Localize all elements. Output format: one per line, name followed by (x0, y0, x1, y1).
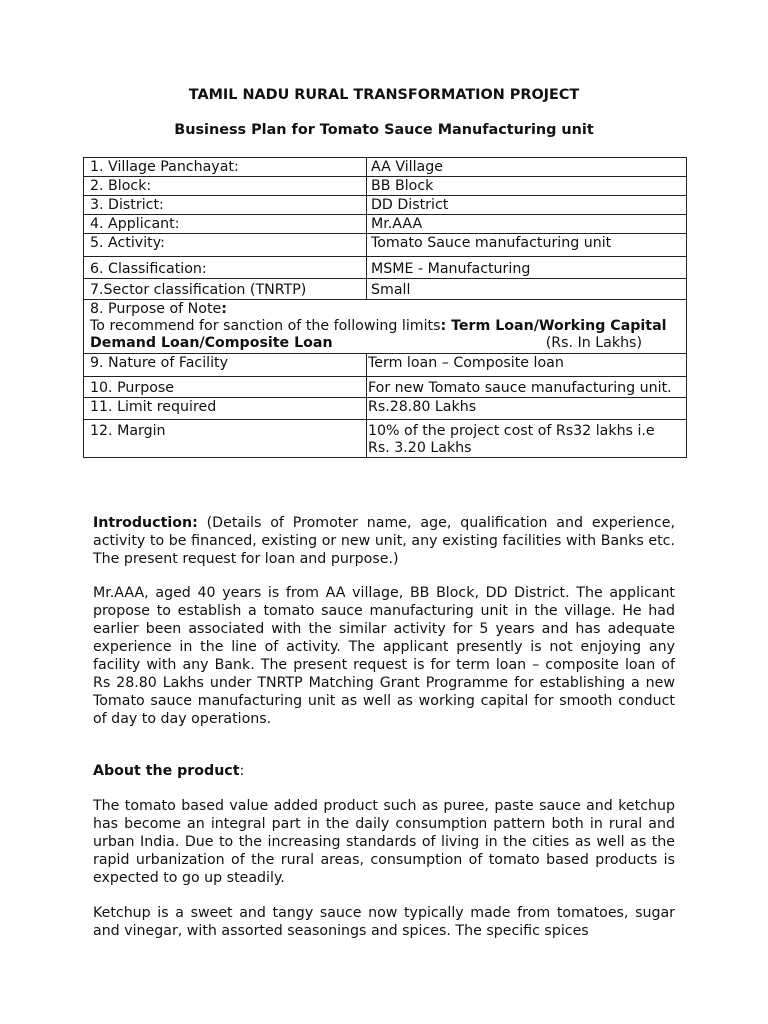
purpose-limits: : Term Loan/Working Capital Demand Loan/Composite Loan (90, 318, 667, 351)
row-label: 9. Nature of Facility (84, 354, 367, 377)
purpose-text: To recommend for sanction of the following limits (90, 318, 441, 334)
introduction-heading: Introduction: (93, 515, 198, 531)
product-paragraph: The tomato based value added product such as puree, paste sauce and ketchup has become an integral part in the daily consumption pattern both in rural and urban India. Due to the increasing standards of living in the cities as well as the rapid urbanization of the rural areas, consumption of tomato based products is expected to go up steadily. (93, 798, 675, 886)
introduction-text: (Details of Promoter name, age, qualification and experience, activity to be financed, existing or new unit, any existing facilities with Banks etc. The present request for loan and purpose.) (93, 515, 676, 567)
row-value: DD District (367, 196, 687, 215)
row-label: 4. Applicant: (84, 215, 367, 234)
row-value: Tomato Sauce manufacturing unit (367, 234, 687, 257)
purpose-heading: 8. Purpose of Note (90, 301, 222, 317)
table-row (84, 196, 687, 215)
row-label: 12. Margin (84, 420, 367, 458)
table-row (84, 354, 687, 377)
about-product-label: About the product (93, 763, 240, 779)
table-row (84, 279, 687, 300)
row-label: 11. Limit required (84, 398, 367, 420)
row-value: AA Village (367, 158, 687, 177)
table-row (84, 257, 687, 279)
row-label: 2. Block: (84, 177, 367, 196)
purpose-unit-note: (Rs. In Lakhs) (545, 335, 642, 351)
row-value: For new Tomato sauce manufacturing unit. (367, 377, 687, 398)
row-value: Mr.AAA (367, 215, 687, 234)
applicant-paragraph: Mr.AAA, aged 40 years is from AA village, BB Block, DD District. The applicant propose to establish a tomato sauce manufacturing unit in the village. He had earlier been associated with the similar activity for 5 years and has adequate experience in the line of activity. The applicant presently is not enjoying any facility with any Bank. The present request is for term loan – composite loan of Rs 28.80 Lakhs under TNRTP Matching Grant Programme for establishing a new Tomato sauce manufacturing unit as well as working capital for smooth conduct of day to day operations. (93, 585, 675, 727)
row-value: Rs.28.80 Lakhs (367, 398, 687, 420)
purpose-of-note-row (84, 300, 687, 354)
row-label: 10. Purpose (84, 377, 367, 398)
row-value: Term loan – Composite loan (367, 354, 687, 377)
purpose-heading-colon: : (221, 301, 227, 317)
row-value: Small (367, 279, 687, 300)
table-row (84, 177, 687, 196)
about-product-colon: : (239, 763, 245, 779)
row-value: BB Block (367, 177, 687, 196)
row-label: 7.Sector classification (TNRTP) (84, 279, 367, 300)
table-row (84, 420, 687, 458)
ketchup-paragraph: Ketchup is a sweet and tangy sauce now typically made from tomatoes, sugar and vinegar, with assorted seasonings and spices. The specific spices (93, 905, 675, 939)
table-row (84, 234, 687, 257)
row-label: 3. District: (84, 196, 367, 215)
document-subtitle: Business Plan for Tomato Sauce Manufacturing unit (174, 122, 594, 138)
table-row (84, 158, 687, 177)
business-plan-table (83, 157, 687, 458)
document-title: TAMIL NADU RURAL TRANSFORMATION PROJECT (188, 87, 580, 103)
row-label: 1. Village Panchayat: (84, 158, 367, 177)
row-value: 10% of the project cost of Rs32 lakhs i.e Rs. 3.20 Lakhs (367, 420, 687, 458)
table-row (84, 398, 687, 420)
row-label: 5. Activity: (84, 234, 367, 257)
row-label: 6. Classification: (84, 257, 367, 279)
about-product-heading (93, 762, 675, 780)
table-row (84, 377, 687, 398)
introduction-paragraph (93, 514, 675, 568)
row-value: MSME - Manufacturing (367, 257, 687, 279)
purpose-of-note-cell (84, 300, 687, 354)
table-row (84, 215, 687, 234)
